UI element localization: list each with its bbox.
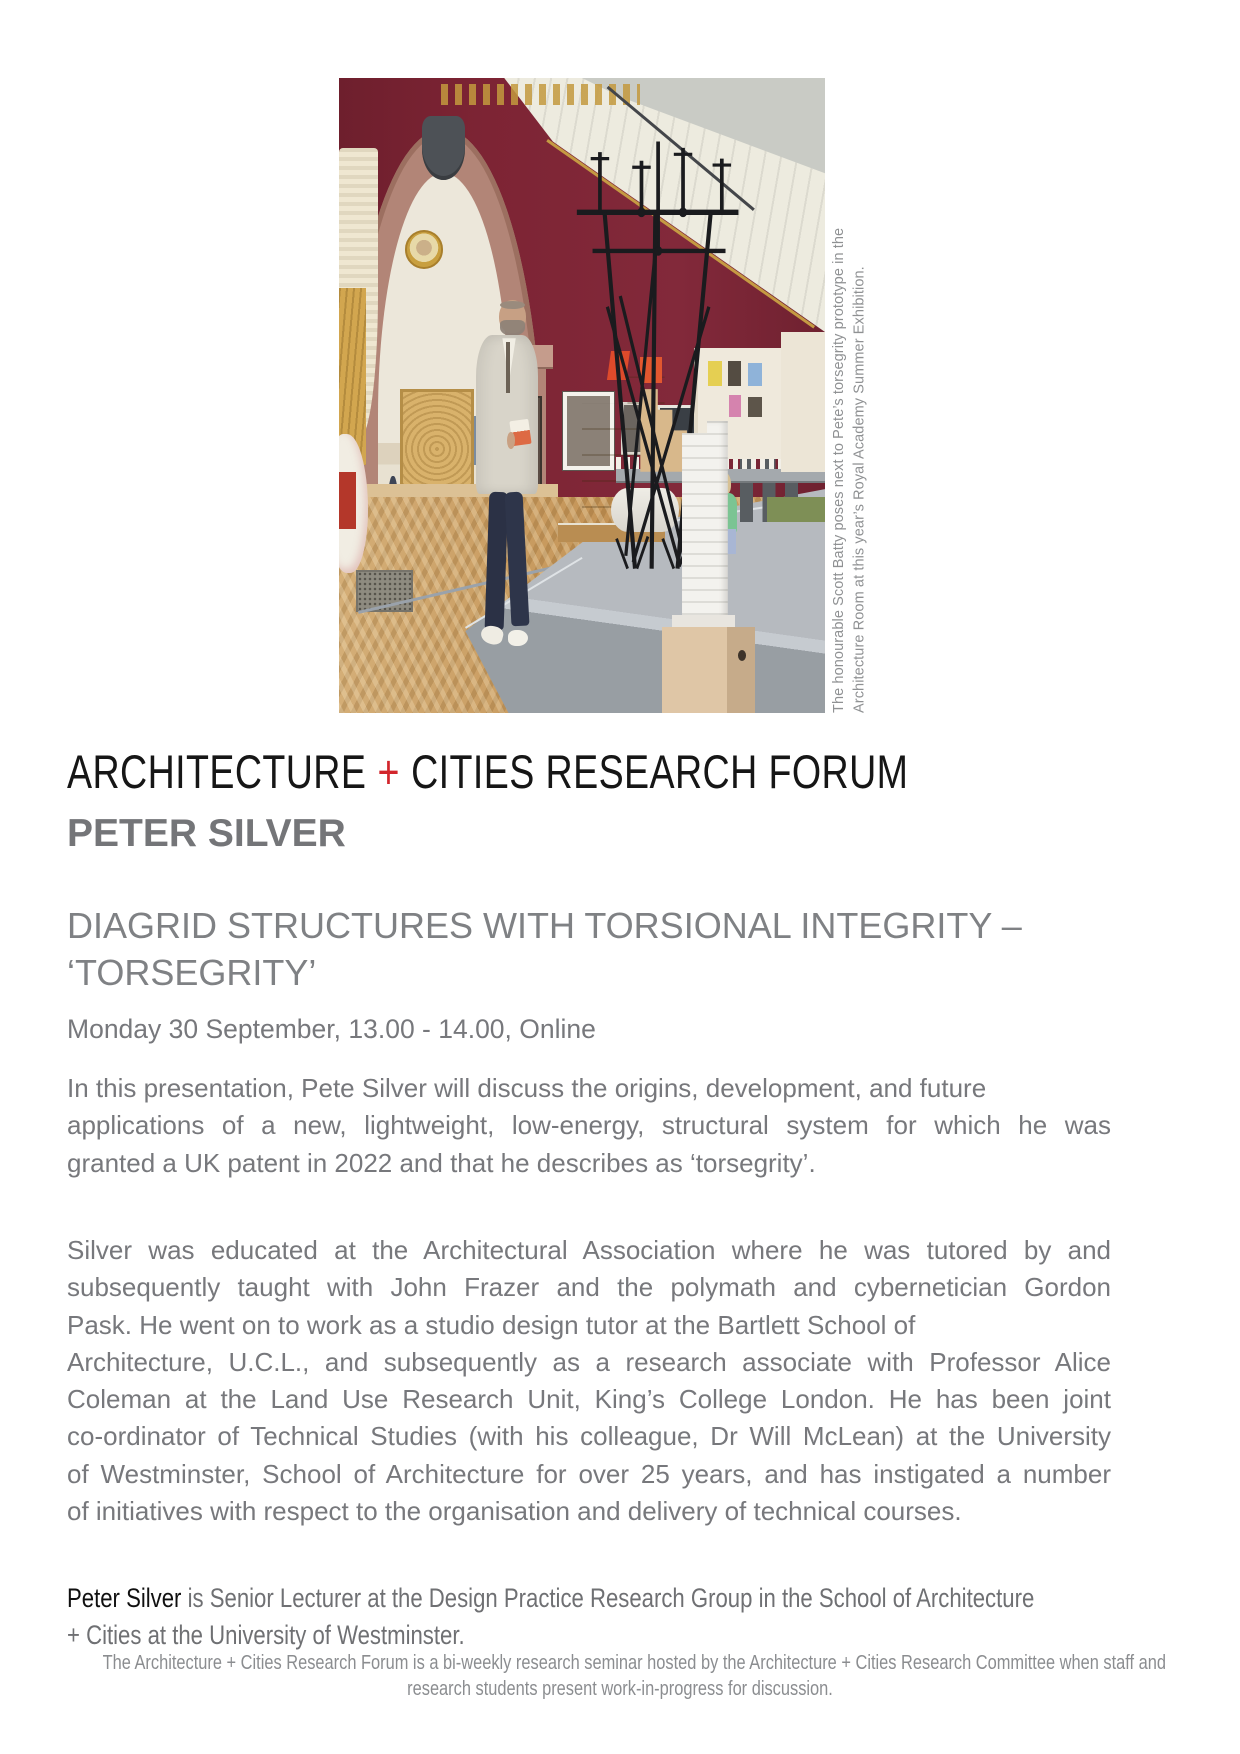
photo-arch-keystone-ornament — [422, 116, 466, 180]
speaker-bio-line: + Cities at the University of Westminster. — [67, 1620, 465, 1650]
talk-title-line: ‘TORSEGRITY’ — [67, 952, 317, 993]
photo-man-beard — [500, 320, 526, 337]
photo-plinth-hole — [738, 650, 746, 661]
forum-title-post: CITIES RESEARCH FORUM — [411, 745, 909, 798]
speaker-bio-line — [67, 1580, 1104, 1617]
photo-caption-line: The honourable Scott Batty poses next to Pete’s torsegrity prototype in the — [831, 227, 847, 713]
text-line: In this presentation, Pete Silver will discuss the origins, development, and future — [67, 1073, 987, 1103]
photo-man-shoe — [508, 630, 528, 646]
biography-paragraph — [67, 1232, 1111, 1530]
forum-title-pre: ARCHITECTURE — [67, 745, 367, 798]
speaker-bio-rest: is Senior Lecturer at the Design Practice Research Group in the School of Architecture — [181, 1583, 1035, 1613]
speaker-name: PETER SILVER — [67, 812, 346, 855]
talk-title — [67, 902, 1022, 996]
photo-model-window — [748, 363, 761, 385]
text-line: subsequently taught with John Frazer and the polymath and cybernetician Gordon — [67, 1272, 1111, 1303]
forum-footnote — [102, 1650, 1167, 1702]
text-line: Silver was educated at the Architectural Association where he was tutored by and — [67, 1235, 1111, 1265]
speaker-bio — [67, 1580, 1104, 1654]
text-line: co-ordinator of Technical Studies (with his colleague, Dr Will McLean) at the University — [67, 1421, 1111, 1452]
text-line: of Westminster, School of Architecture for over 25 years, and has instigated a number — [67, 1458, 1111, 1489]
forum-footnote-line: The Architecture + Cities Research Forum is a bi-weekly research seminar hosted by the Architecture + Cities Research Committee when staff and — [102, 1652, 1167, 1674]
abstract-paragraph — [67, 1070, 1111, 1182]
text-line: Coleman at the Land Use Research Unit, King’s College London. He has been joint — [67, 1384, 1111, 1415]
photo-gilt-bust-medallion — [405, 230, 443, 268]
photo-cardboard-plinth — [662, 627, 754, 713]
talk-title-line: DIAGRID STRUCTURES WITH TORSIONAL INTEGRITY – — [67, 905, 1022, 946]
text-line: granted a UK patent in 2022 and that he describes as ‘torsegrity’. — [67, 1147, 816, 1178]
photo-caption-line: Architecture Room at this year’s Royal Academy Summer Exhibition. — [851, 266, 868, 713]
photo-man-lanyard — [506, 342, 510, 393]
forum-title — [67, 744, 908, 799]
photo-man-trouser-leg — [504, 492, 529, 627]
text-line: Pask. He went on to work as a studio design tutor at the Bartlett School of — [67, 1309, 916, 1340]
photo-caption — [829, 78, 873, 713]
event-datetime: Monday 30 September, 13.00 - 14.00, Online — [67, 1014, 596, 1044]
text-line: of initiatives with respect to the organisation and delivery of technical courses. — [67, 1496, 962, 1527]
photo-man-hand — [507, 432, 515, 448]
photo-model-opening — [748, 397, 761, 417]
photo-man-hair — [500, 301, 525, 309]
photo-small-red-artwork — [339, 472, 356, 529]
photo-white-tower-model — [682, 421, 728, 624]
speaker-bio-name: Peter Silver — [67, 1583, 182, 1613]
forum-footnote-line: research students present work-in-progress for discussion. — [407, 1678, 833, 1700]
photo-green-landscape-model — [767, 497, 825, 522]
exhibition-photo — [339, 78, 825, 713]
forum-title-plus-sign: + — [377, 745, 400, 798]
text-line: applications of a new, lightweight, low-energy, structural system for which he was — [67, 1110, 1111, 1141]
text-line: Architecture, U.C.L., and subsequently as a research associate with Professor Alice — [67, 1346, 1111, 1377]
photo-cream-model — [781, 332, 825, 472]
photo-scott-batty — [453, 300, 565, 662]
photo-man-trouser-leg — [484, 492, 508, 630]
